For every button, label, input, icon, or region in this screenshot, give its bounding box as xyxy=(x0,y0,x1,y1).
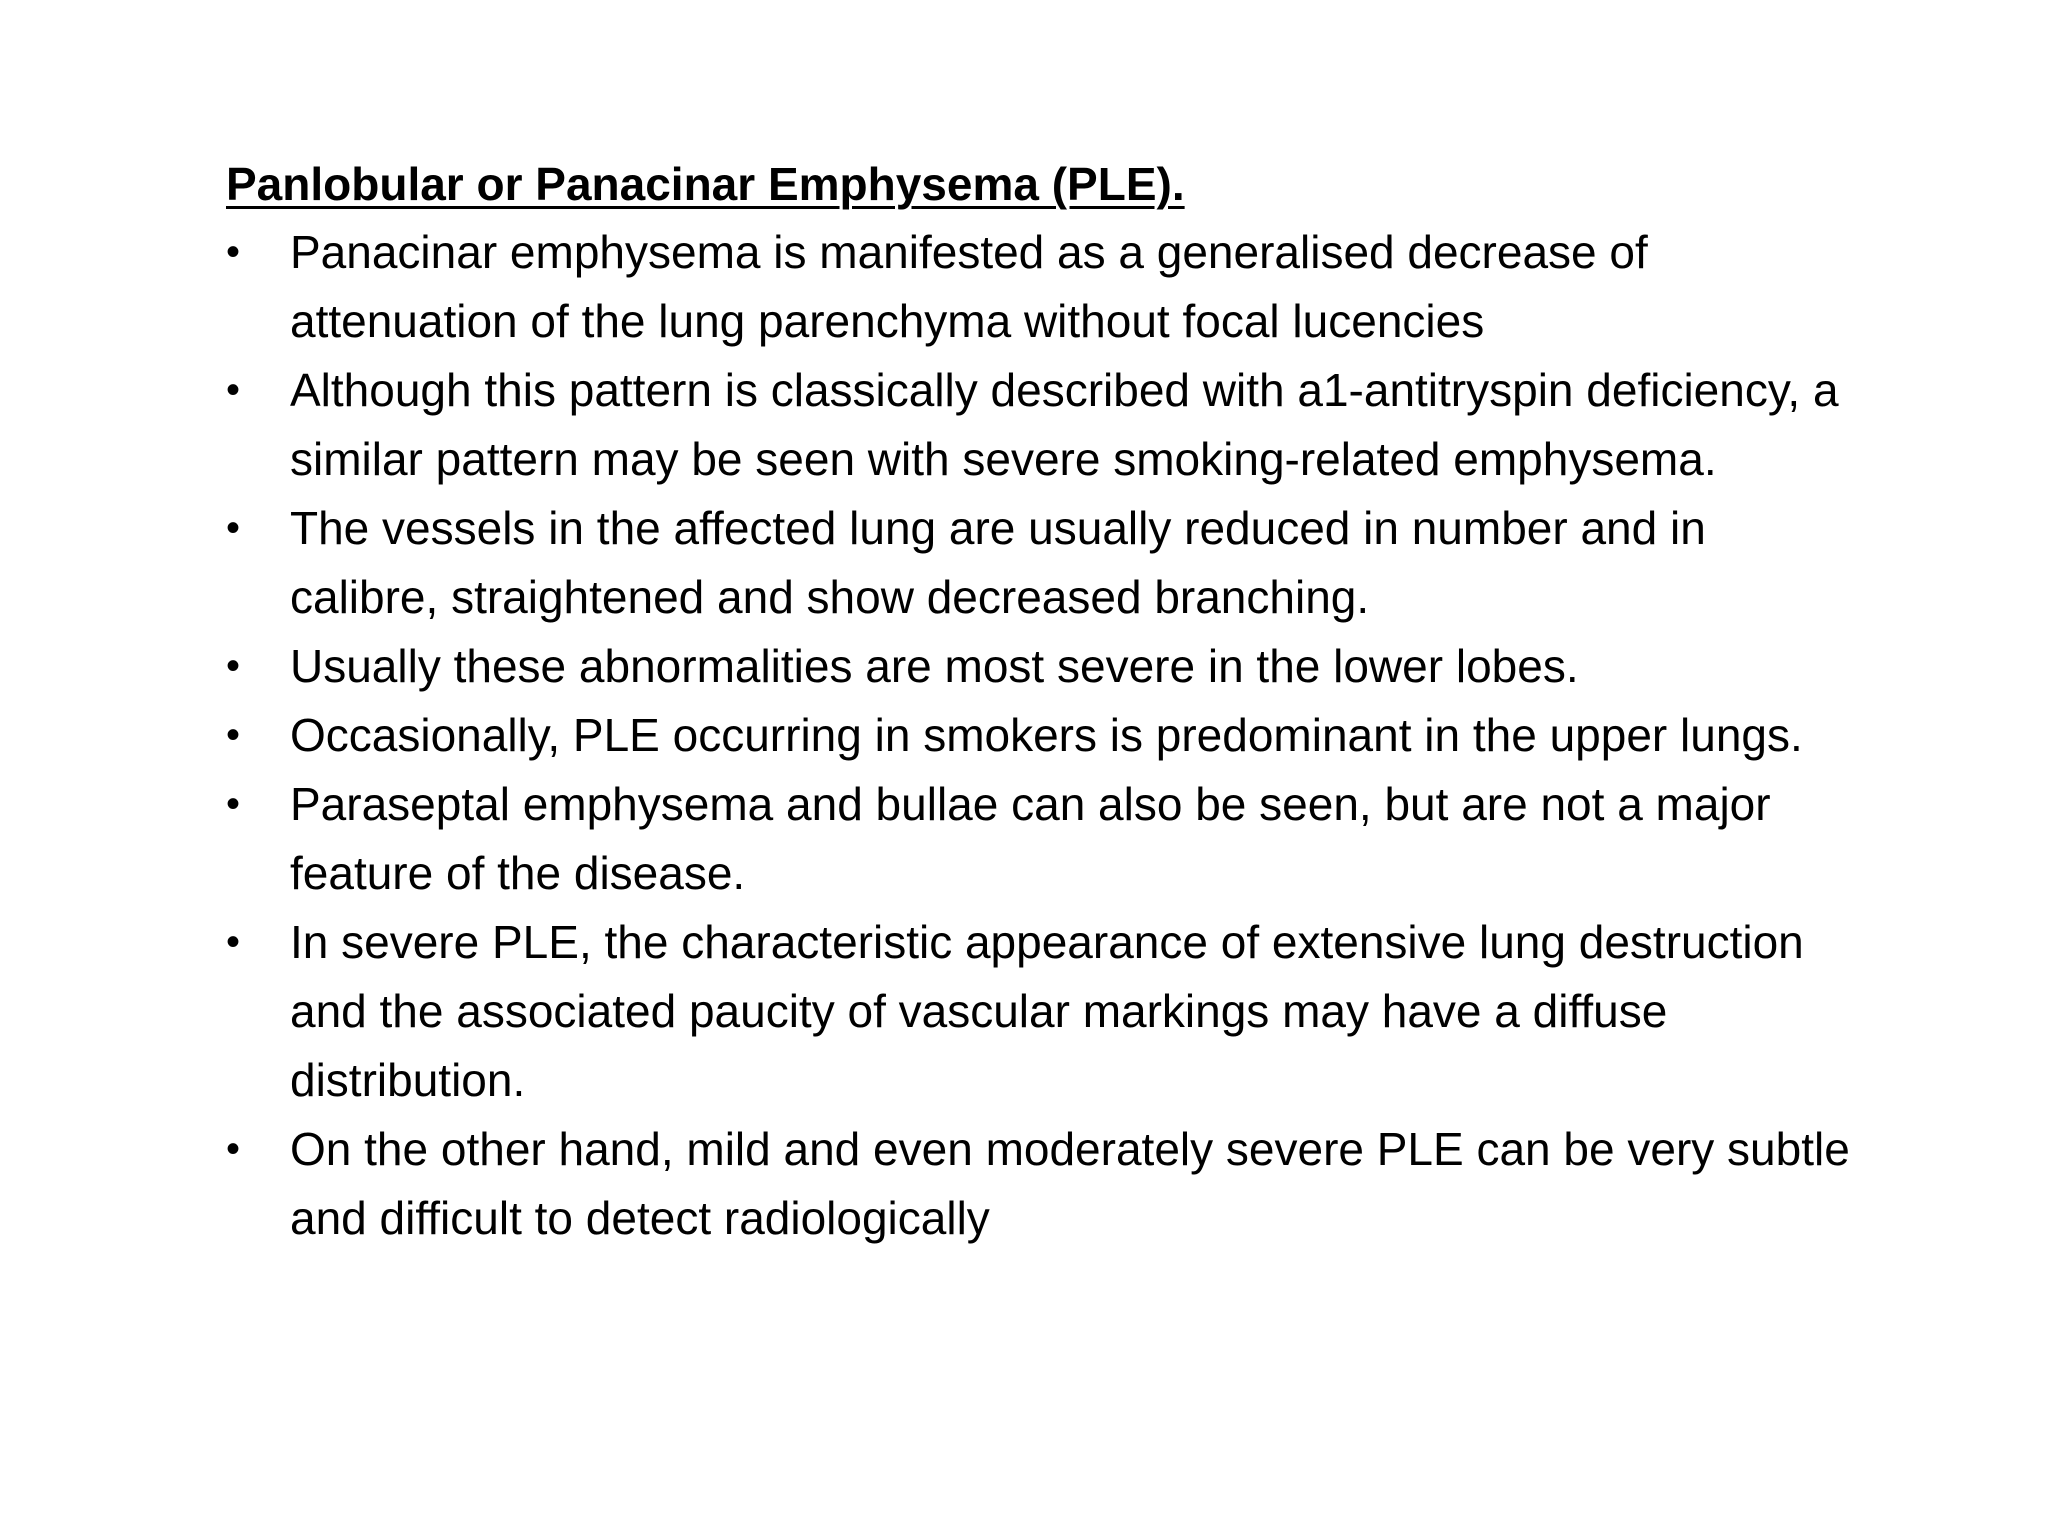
bullet-list xyxy=(226,218,1866,1253)
bullet-item xyxy=(226,770,1866,908)
bullet-text: Usually these abnormalities are most severe in the lower lobes. xyxy=(290,640,1579,692)
bullet-icon: • xyxy=(226,920,241,964)
bullet-icon: • xyxy=(226,782,241,826)
slide-title: Panlobular or Panacinar Emphysema (PLE). xyxy=(226,158,1185,210)
bullet-icon: • xyxy=(226,713,241,757)
slide-content xyxy=(226,150,1866,1253)
bullet-item xyxy=(226,908,1866,1115)
bullet-text: The vessels in the affected lung are usually reduced in number and in calibre, straightened and show decreased branching. xyxy=(290,502,1706,623)
bullet-icon: • xyxy=(226,1127,241,1171)
bullet-item xyxy=(226,218,1866,356)
bullet-icon: • xyxy=(226,506,241,550)
bullet-text: Although this pattern is classically described with a1-antitryspin deficiency, a similar pattern may be seen with severe smoking-related emphysema. xyxy=(290,364,1839,485)
bullet-text: Panacinar emphysema is manifested as a generalised decrease of attenuation of the lung parenchyma without focal lucencies xyxy=(290,226,1648,347)
bullet-text: On the other hand, mild and even moderately severe PLE can be very subtle and difficult to detect radiologically xyxy=(290,1123,1850,1244)
bullet-text: Paraseptal emphysema and bullae can also be seen, but are not a major feature of the disease. xyxy=(290,778,1771,899)
bullet-text: Occasionally, PLE occurring in smokers is predominant in the upper lungs. xyxy=(290,709,1803,761)
bullet-icon: • xyxy=(226,644,241,688)
bullet-text: In severe PLE, the characteristic appearance of extensive lung destruction and the associated paucity of vascular markings may have a diffuse distribution. xyxy=(290,916,1804,1106)
bullet-icon: • xyxy=(226,230,241,274)
bullet-item xyxy=(226,356,1866,494)
bullet-item xyxy=(226,632,1866,701)
bullet-item xyxy=(226,701,1866,770)
bullet-icon: • xyxy=(226,368,241,412)
bullet-item xyxy=(226,494,1866,632)
bullet-item xyxy=(226,1115,1866,1253)
